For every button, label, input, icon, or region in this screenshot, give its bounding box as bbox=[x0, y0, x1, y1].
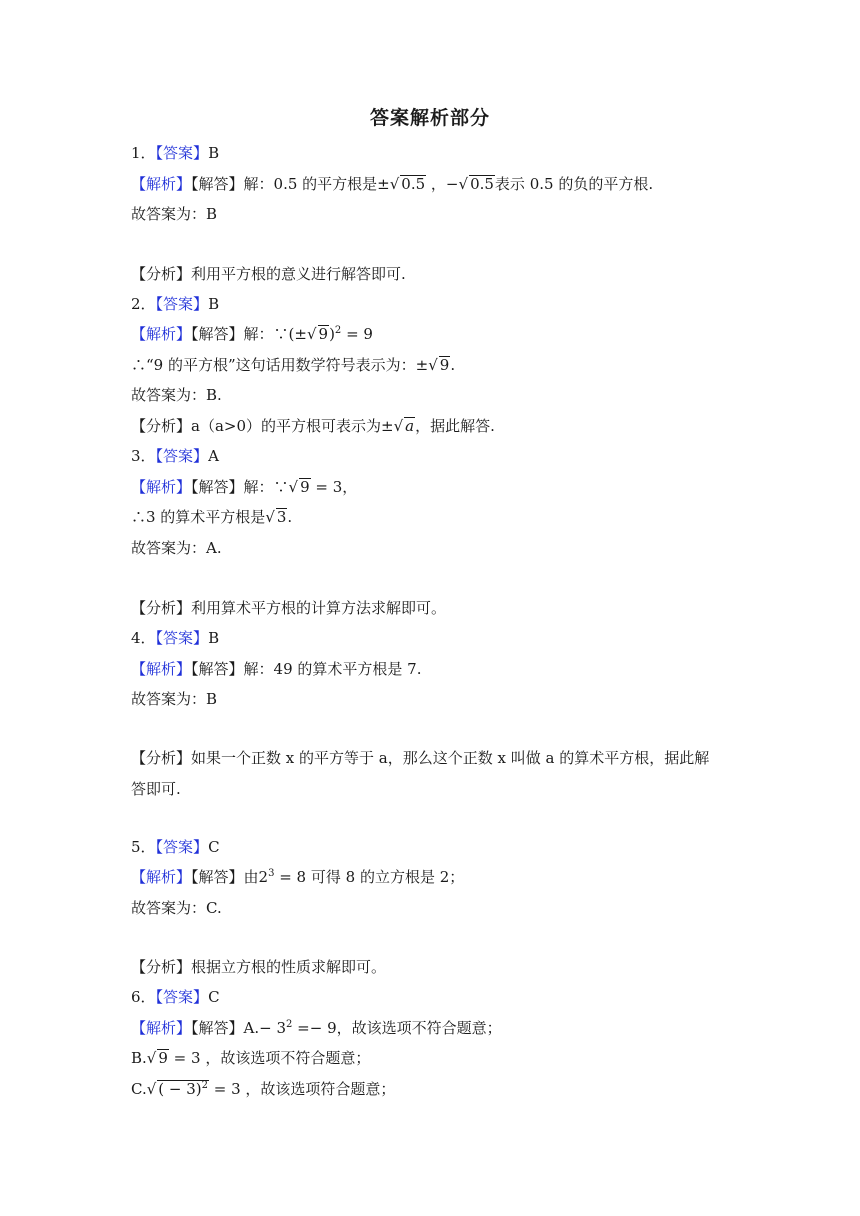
q4-number: 4． bbox=[131, 629, 156, 647]
q2-solve-text-2: ) bbox=[329, 325, 335, 343]
q2-answer: B bbox=[208, 295, 220, 313]
q6-b-label: B. bbox=[131, 1049, 147, 1067]
q6-option-c bbox=[131, 1079, 395, 1099]
q1-answer-line bbox=[131, 143, 219, 163]
sqrt-symbol: √ bbox=[458, 175, 469, 193]
q6-c-exponent: 2 bbox=[201, 1080, 209, 1091]
q3-solution-line bbox=[131, 477, 357, 497]
answer-tag: 【答案】 bbox=[155, 144, 209, 162]
q2-fenxi-end: ，据此解答. bbox=[415, 417, 495, 435]
q3-line2-end: . bbox=[287, 508, 293, 526]
q2-radicand-3: a bbox=[405, 417, 415, 435]
page-title: 答案解析部分 bbox=[369, 107, 490, 129]
q2-conclusion: 故答案为：B. bbox=[131, 386, 222, 404]
analysis-tag: 【解析】 bbox=[131, 1019, 192, 1037]
q2-number: 2． bbox=[131, 295, 156, 313]
q3-answer: A bbox=[208, 447, 219, 465]
q5-solve-text: 由2 bbox=[243, 868, 269, 886]
q2-solution-line bbox=[131, 324, 373, 344]
q1-solve-text: 解：0.5 的平方根是± bbox=[243, 175, 390, 193]
q2-solve-text-3: = 9 bbox=[341, 325, 373, 343]
sqrt-symbol: √ bbox=[389, 175, 400, 193]
analysis-tag: 【解析】 bbox=[131, 478, 192, 496]
q3-solve-text-2: = 3， bbox=[310, 478, 358, 496]
analysis-tag: 【解析】 bbox=[131, 175, 192, 193]
answer-tag: 【答案】 bbox=[155, 295, 209, 313]
q3-answer-line bbox=[131, 446, 219, 466]
q6-solution-line bbox=[131, 1018, 502, 1038]
q6-b-radicand: 9 bbox=[158, 1049, 168, 1067]
analysis-tag: 【解析】 bbox=[131, 325, 192, 343]
solve-tag: 【解答】 bbox=[191, 1019, 244, 1037]
answer-tag: 【答案】 bbox=[155, 629, 209, 647]
q5-conclusion: 故答案为：C. bbox=[131, 899, 222, 917]
solve-tag: 【解答】 bbox=[191, 478, 244, 496]
q2-fenxi-text: a（a>0）的平方根可表示为± bbox=[191, 417, 394, 435]
q1-solve-text-2: ，− bbox=[426, 175, 459, 193]
q5-answer-line bbox=[131, 837, 220, 857]
q1-conclusion: 故答案为：B bbox=[131, 205, 218, 223]
q6-c-radicand-text: ( − 3) bbox=[158, 1080, 202, 1098]
q6-c-text: = 3 ，故该选项符合题意； bbox=[209, 1080, 396, 1098]
q3-analysis-line bbox=[131, 598, 446, 618]
answer-tag: 【答案】 bbox=[155, 447, 209, 465]
sqrt-symbol: √ bbox=[265, 508, 275, 526]
q1-solve-text-3: 表示 0.5 的负的平方根. bbox=[494, 175, 654, 193]
q6-number: 6． bbox=[131, 988, 156, 1006]
fenxi-tag: 【分析】 bbox=[131, 417, 192, 435]
solve-tag: 【解答】 bbox=[191, 868, 244, 886]
q4-answer-line bbox=[131, 628, 219, 648]
sqrt-symbol: √ bbox=[306, 325, 317, 343]
sqrt-symbol: √ bbox=[146, 1080, 157, 1098]
q1-fenxi-text: 利用平方根的意义进行解答即可. bbox=[191, 265, 406, 283]
q2-analysis-line bbox=[131, 416, 495, 436]
solve-tag: 【解答】 bbox=[191, 175, 244, 193]
q4-analysis-line-2: 答即可. bbox=[131, 780, 181, 798]
q4-fenxi-text: 如果一个正数 x 的平方等于 a，那么这个正数 x 叫做 a 的算术平方根，据此解 bbox=[191, 749, 710, 767]
q6-c-radicand bbox=[157, 1080, 209, 1097]
q5-fenxi-text: 根据立方根的性质求解即可。 bbox=[191, 958, 387, 976]
q2-line2-end: . bbox=[450, 356, 456, 374]
q1-radicand-1: 0.5 bbox=[401, 175, 426, 193]
q6-solve-text: A.− 3 bbox=[243, 1019, 287, 1037]
solve-tag: 【解答】 bbox=[191, 325, 244, 343]
q6-b-text: = 3 ，故该选项不符合题意； bbox=[168, 1049, 371, 1067]
q3-number: 3． bbox=[131, 447, 156, 465]
q6-c-label: C. bbox=[131, 1080, 147, 1098]
q3-solve-text: 解：∵ bbox=[243, 478, 289, 496]
fenxi-tag: 【分析】 bbox=[131, 265, 192, 283]
fenxi-tag: 【分析】 bbox=[131, 749, 192, 767]
q4-conclusion: 故答案为：B bbox=[131, 690, 218, 708]
q3-fenxi-text: 利用算术平方根的计算方法求解即可。 bbox=[191, 599, 447, 617]
q2-line-2 bbox=[131, 355, 455, 375]
q2-answer-line bbox=[131, 294, 219, 314]
q2-radicand-2: 9 bbox=[439, 356, 450, 374]
q3-radicand-2: 3 bbox=[276, 508, 287, 526]
q1-number: 1． bbox=[131, 144, 156, 162]
answer-tag: 【答案】 bbox=[155, 988, 209, 1006]
q1-analysis-line bbox=[131, 264, 406, 284]
q4-analysis-line bbox=[131, 748, 709, 768]
q6-option-b bbox=[131, 1048, 370, 1068]
sqrt-symbol: √ bbox=[146, 1049, 157, 1067]
q5-exponent: 3 bbox=[268, 868, 275, 879]
q6-exponent: 2 bbox=[286, 1019, 293, 1030]
q5-number: 5． bbox=[131, 838, 156, 856]
q3-line2-text: ∴3 的算术平方根是 bbox=[131, 508, 266, 526]
q1-radicand-2: 0.5 bbox=[470, 175, 494, 193]
q5-solution-line bbox=[131, 867, 464, 887]
q5-solve-text-2: = 8 可得 8 的立方根是 2； bbox=[274, 868, 465, 886]
q6-solve-text-2: =− 9，故该选项不符合题意； bbox=[292, 1019, 502, 1037]
fenxi-tag: 【分析】 bbox=[131, 958, 192, 976]
sqrt-symbol: √ bbox=[288, 478, 299, 496]
q5-analysis-line bbox=[131, 957, 386, 977]
q3-radicand-1: 9 bbox=[300, 478, 310, 496]
q2-line2-text: ∴“9 的平方根”这句话用数学符号表示为：± bbox=[131, 356, 429, 374]
q6-answer: C bbox=[208, 988, 220, 1006]
q3-line-2 bbox=[131, 507, 292, 527]
q2-exponent: 2 bbox=[334, 325, 342, 336]
q1-answer: B bbox=[208, 144, 220, 162]
sqrt-symbol: √ bbox=[393, 417, 404, 435]
sqrt-symbol: √ bbox=[428, 356, 438, 374]
q2-solve-text: 解：∵(± bbox=[243, 325, 307, 343]
q6-answer-line bbox=[131, 987, 220, 1007]
fenxi-tag: 【分析】 bbox=[131, 599, 192, 617]
q3-conclusion: 故答案为：A. bbox=[131, 539, 222, 557]
q1-solution-line bbox=[131, 174, 653, 194]
analysis-tag: 【解析】 bbox=[131, 868, 192, 886]
analysis-tag: 【解析】 bbox=[131, 660, 192, 678]
q4-solve-text: 解：49 的算术平方根是 7. bbox=[243, 660, 422, 678]
solve-tag: 【解答】 bbox=[191, 660, 244, 678]
q2-radicand-1: 9 bbox=[318, 325, 329, 343]
answer-tag: 【答案】 bbox=[155, 838, 209, 856]
q5-answer: C bbox=[208, 838, 220, 856]
q4-solution-line bbox=[131, 659, 421, 679]
q4-answer: B bbox=[208, 629, 220, 647]
